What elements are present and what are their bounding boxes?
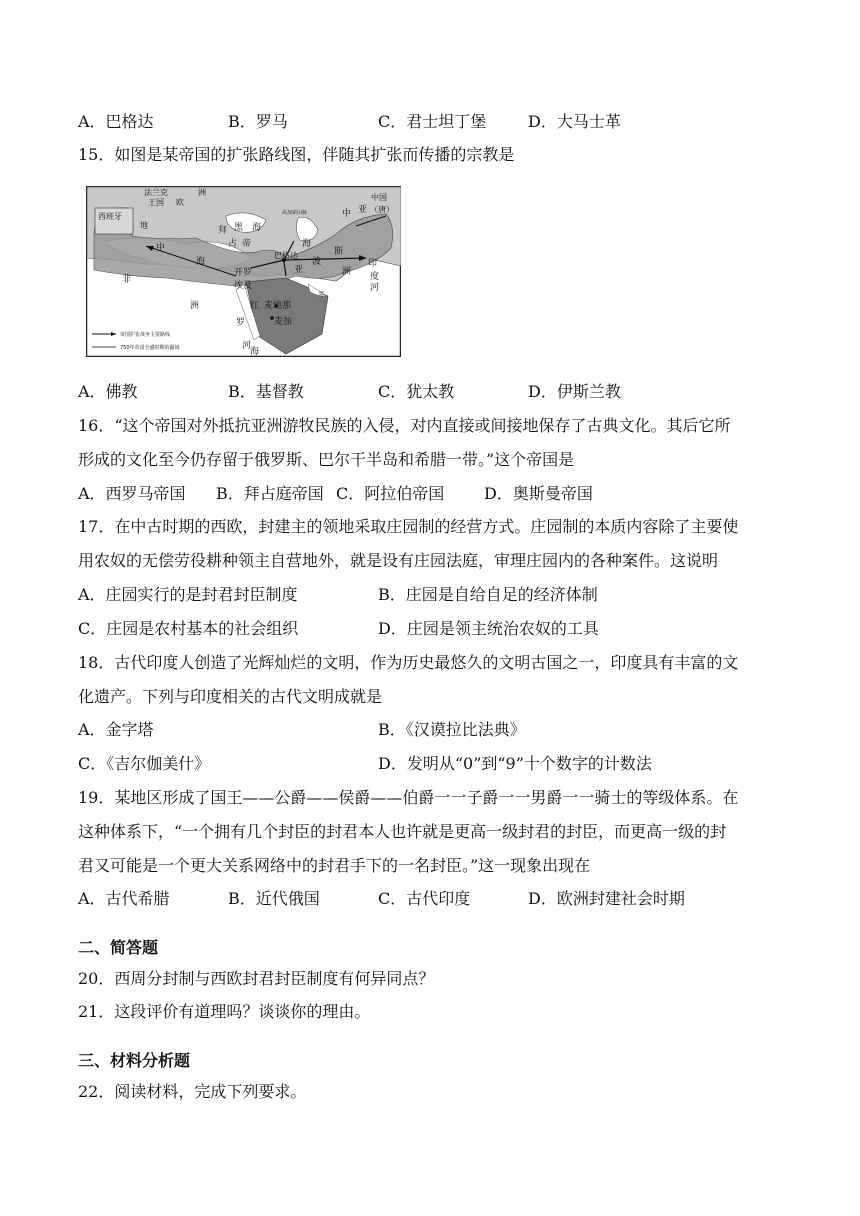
- section-3-title: 三、材料分析题: [78, 1051, 191, 1070]
- q22-text: 22．阅读材料，完成下列要求。: [78, 1082, 307, 1101]
- map-label-zhong: 中: [156, 243, 166, 253]
- q19-line-1: 19．某地区形成了国王——公爵——侯爵——伯爵一一子爵一一男爵一一骑士的等级体系。在: [78, 788, 739, 807]
- map-label-india-2: 度: [370, 272, 380, 282]
- q17-option-c: C．庄园是农村基本的社会组织: [78, 619, 299, 638]
- map-label-spain: 西班牙: [98, 212, 122, 221]
- map-label-cairo: 开罗: [234, 268, 253, 278]
- map-label-persia-2: 波: [312, 257, 322, 267]
- q15-stem: 15．如图是某帝国的扩张路线图，伴随其扩张而传播的宗教是: [78, 145, 515, 164]
- q15-option-c: C．犹太教: [378, 382, 455, 401]
- map-label-red-3: 海: [250, 347, 260, 357]
- section-2-title: 二、简答题: [78, 938, 159, 957]
- map-label-hai-2: 海: [302, 239, 312, 249]
- q15-option-a: A．佛教: [78, 382, 138, 401]
- map-label-di: 地: [140, 221, 148, 230]
- map-label-medina: 麦地那: [264, 301, 292, 311]
- map-label-byz-2: 占: [228, 239, 238, 249]
- q14-option-b: B．罗马: [228, 112, 288, 131]
- map-label-baghdad: 巴格达: [274, 251, 298, 260]
- map-label-asia: 亚: [358, 205, 368, 215]
- q17-option-b: B．庄园是自给自足的经济体制: [378, 585, 598, 604]
- q18-option-a: A．金字塔: [78, 720, 154, 739]
- q18-option-d: D．发明从“0”到“9”十个数字的计数法: [378, 754, 652, 773]
- map-label-europe-1: 洲: [198, 188, 206, 197]
- q19-option-a: A．古代希腊: [78, 889, 170, 908]
- q17-option-d: D．庄园是领主统治农奴的工具: [378, 619, 599, 638]
- map-label-china: 中国: [371, 193, 387, 202]
- map-label-mecca: 麦加: [274, 317, 293, 327]
- map-legend-routes: 帝国扩张战争主要路线: [120, 332, 171, 338]
- q16-option-b: B．拜占庭帝国: [216, 484, 324, 503]
- map-label-frank: 法兰克: [144, 188, 168, 197]
- q18-line-2: 化遗产。下列与印度相关的古代文明成就是: [78, 687, 383, 706]
- q15-option-d: D．伊斯兰教: [528, 382, 621, 401]
- map-label-africa-1: 非: [122, 275, 132, 285]
- map-label-byz-1: 拜: [218, 226, 228, 236]
- map-label-gulf: 湾: [318, 291, 325, 298]
- map-label-europe-2: 欧: [176, 198, 184, 207]
- map-label-black-2: 海: [252, 223, 262, 233]
- map-legend-territory: 750年帝国全盛时期的疆域: [120, 345, 180, 351]
- q16-option-a: A．西罗马帝国: [78, 484, 186, 503]
- map-label-zhou-asia: 洲: [342, 267, 352, 277]
- q14-option-a: A．巴格达: [78, 112, 154, 131]
- map-label-central: 中: [342, 209, 352, 219]
- q17-line-2: 用农奴的无偿劳役耕种领主自营地外，就是设有庄园法庭，审理庄园内的各种案件。这说明: [78, 551, 719, 570]
- q16-line-2: 形成的文化至今仍存留于俄罗斯、巴尔干半岛和希腊一带。”这个帝国是: [78, 450, 575, 469]
- q18-option-b: B．《汉谟拉比法典》: [378, 720, 526, 739]
- q19-line-2: 这种体系下，“一个拥有几个封臣的封君本人也许就是更高一级封君的封臣，而更高一级的封: [78, 822, 727, 841]
- q18-line-1: 18．古代印度人创造了光辉灿烂的文明，作为历史最悠久的文明古国之一，印度具有丰富的文: [78, 653, 739, 672]
- q17-line-1: 17．在中古时期的西欧，封建主的领地采取庄园制的经营方式。庄园制的本质内容除了主要使: [78, 517, 739, 536]
- q16-line-1: 16．“这个帝国对外抵抗亚洲游牧民族的入侵，对内直接或间接地保存了古典文化。其后它所: [78, 416, 731, 435]
- map-label-persia-1: 斯: [334, 247, 344, 257]
- map-label-caucasus: 高加索山脉: [282, 210, 308, 216]
- map-label-india-1: 印: [368, 259, 378, 269]
- q19-option-d: D．欧洲封建社会时期: [528, 889, 685, 908]
- map-label-red-1: 红: [250, 301, 260, 311]
- map-label-ya: 亚: [294, 265, 304, 275]
- map-label-red-2: 罗: [236, 318, 246, 328]
- empire-expansion-map: [86, 186, 401, 357]
- q17-option-a: A．庄园实行的是封君封臣制度: [78, 585, 298, 604]
- q14-option-c: C．君士坦丁堡: [378, 112, 487, 131]
- map-label-byz-3: 帝: [242, 239, 252, 249]
- map-label-africa-2: 洲: [190, 301, 200, 311]
- q19-option-c: C．古代印度: [378, 889, 471, 908]
- q21-text: 21．这段评价有道理吗？谈谈你的理由。: [78, 1002, 371, 1021]
- q16-option-c: C．阿拉伯帝国: [336, 484, 445, 503]
- q19-option-b: B．近代俄国: [228, 889, 320, 908]
- map-label-river: 河: [370, 283, 380, 293]
- map-label-egypt: 埃及: [234, 281, 253, 291]
- q15-option-b: B．基督教: [228, 382, 304, 401]
- q18-option-c: C．《吉尔伽美什》: [78, 754, 211, 773]
- map-label-hai: 海: [196, 257, 206, 267]
- q16-option-d: D．奥斯曼帝国: [484, 484, 593, 503]
- q14-option-d: D．大马士革: [528, 112, 621, 131]
- map-label-kingdom: 王国: [148, 198, 164, 207]
- map-label-red-4: 河: [242, 341, 252, 351]
- q20-text: 20．西周分封制与西欧封君封臣制度有何异同点？: [78, 969, 435, 988]
- map-label-black-1: 黑: [234, 223, 244, 233]
- q19-line-3: 君又可能是一个更大关系网络中的封君手下的一名封臣。”这一现象出现在: [78, 856, 591, 875]
- map-label-tang: （唐）: [370, 205, 394, 214]
